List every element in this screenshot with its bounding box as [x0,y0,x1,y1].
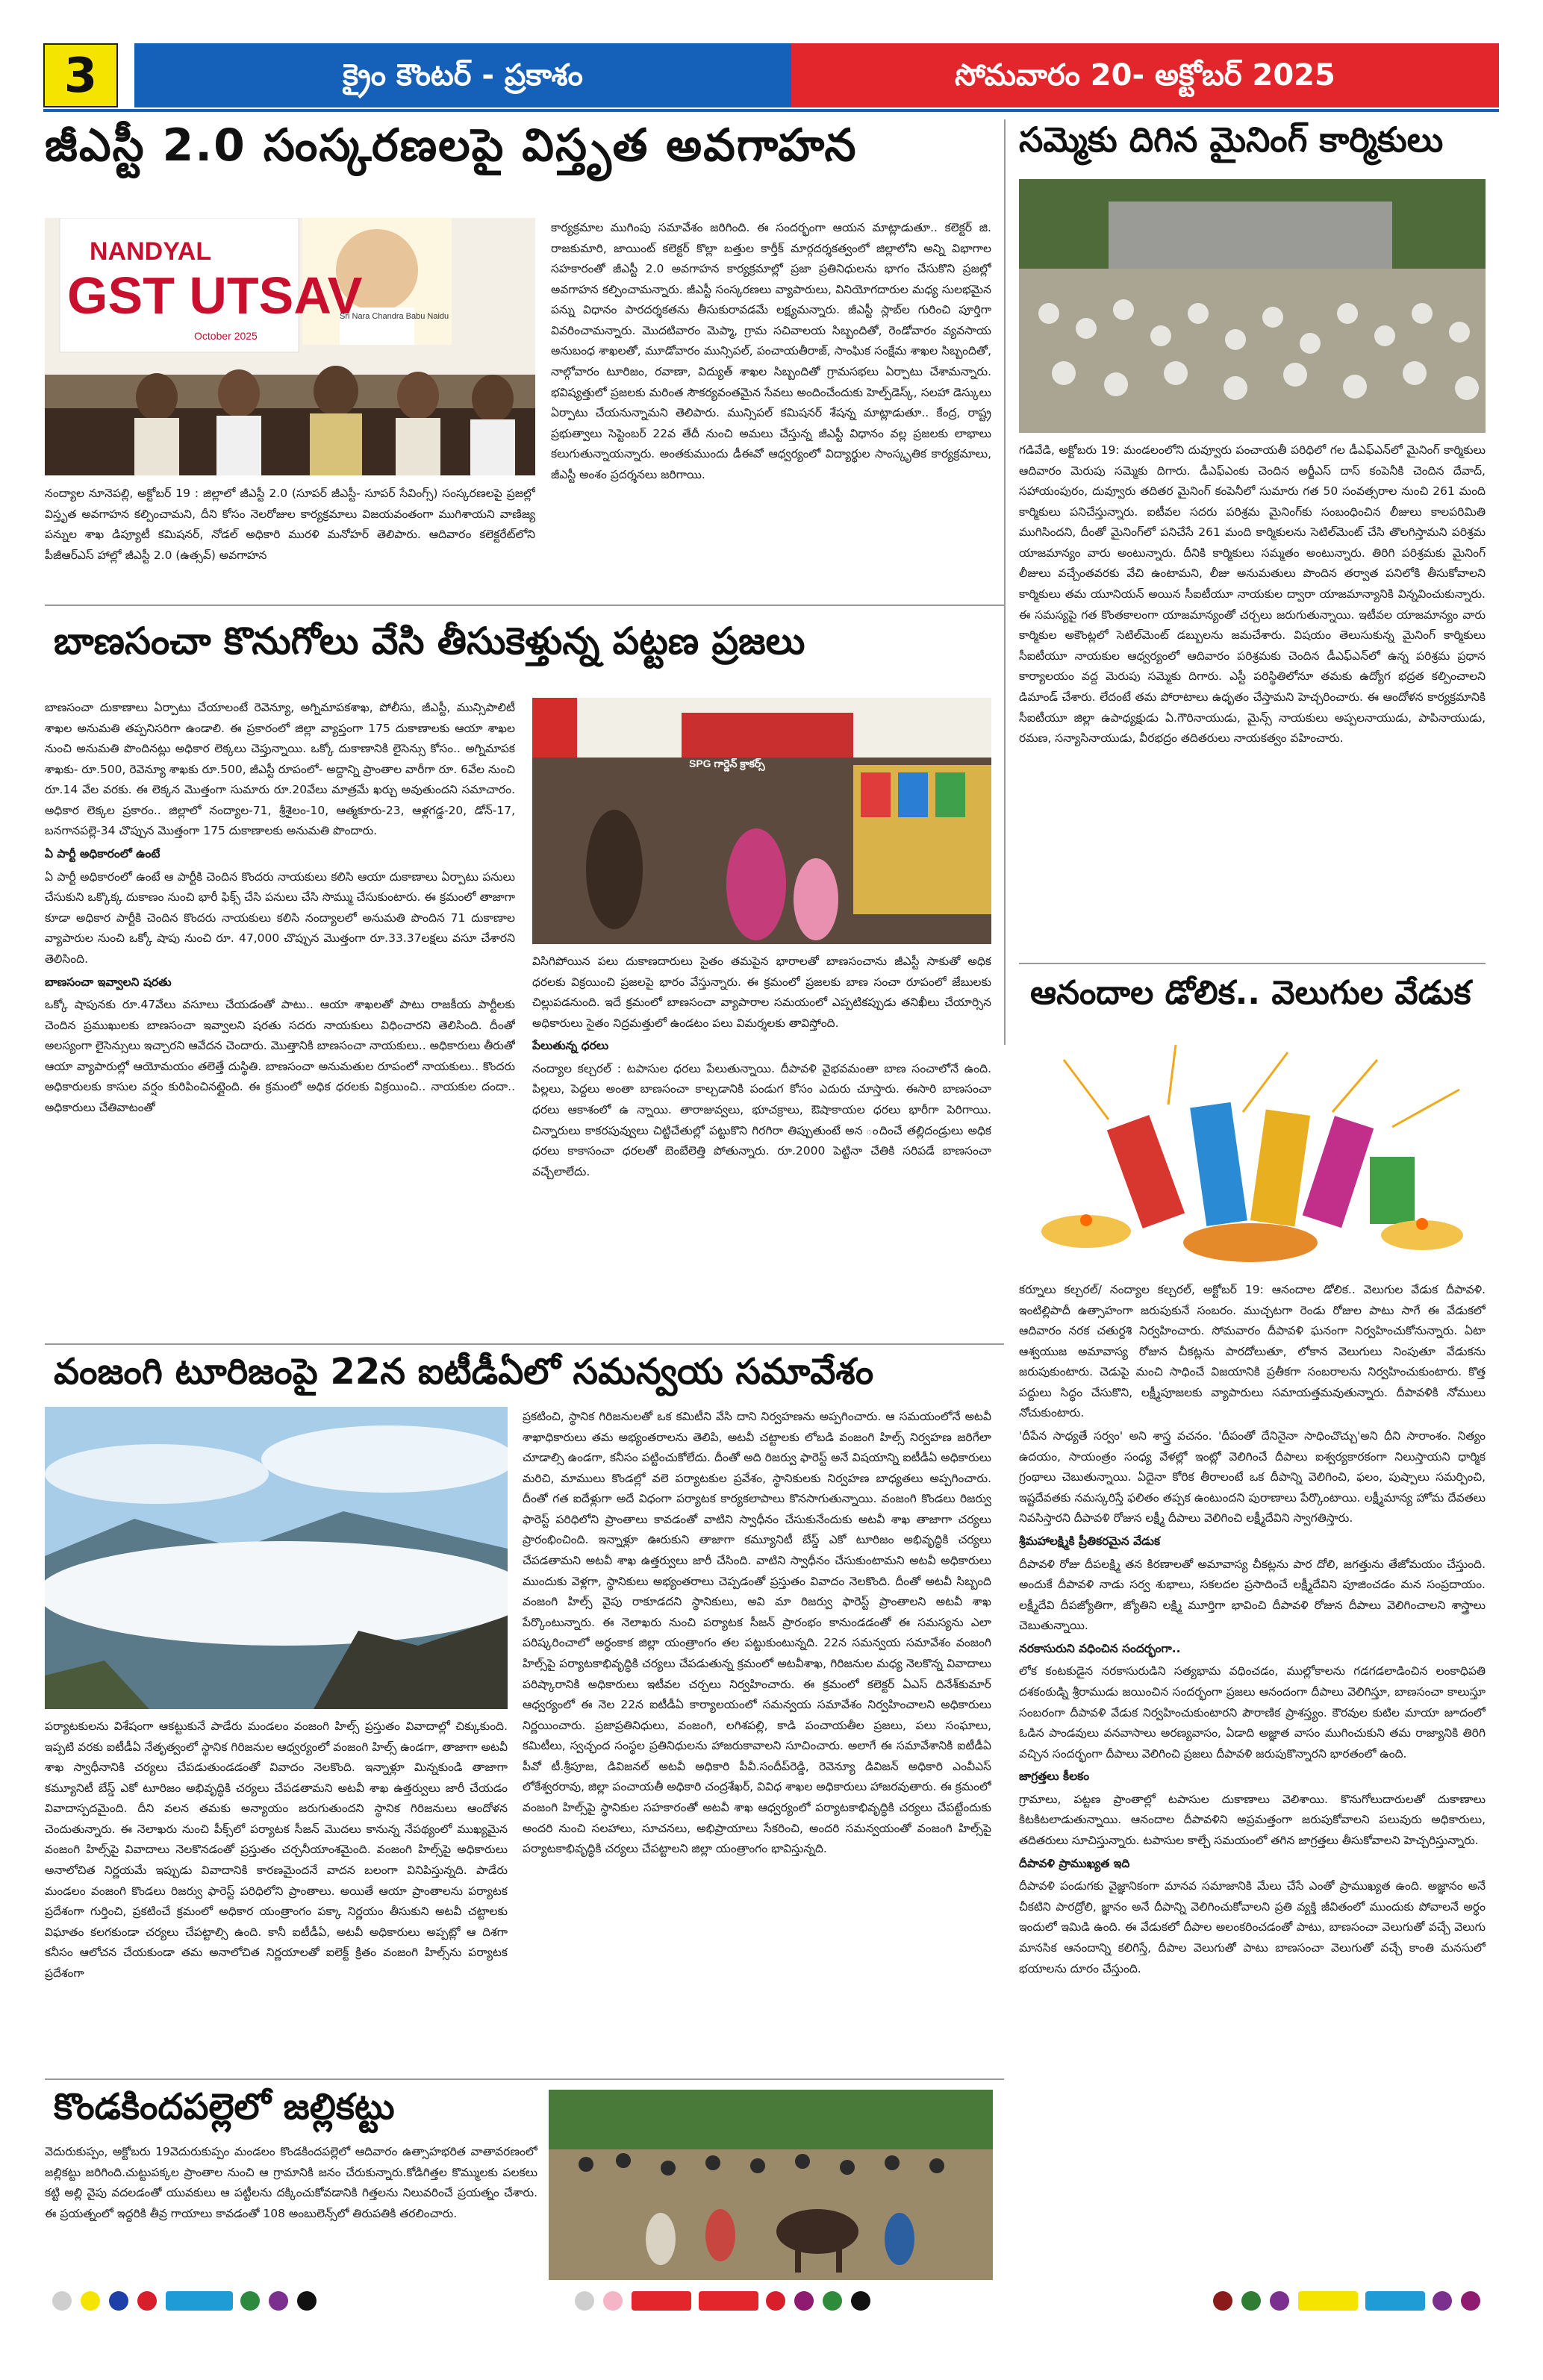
swatch [1461,2291,1480,2311]
shop-sign: SPG గార్డెన్ క్రాకర్స్ [689,758,765,769]
swatch [766,2291,785,2311]
gst-headline: జీఎస్టీ 2.0 సంస్కరణలపై విస్తృత అవగాహన [45,119,858,172]
banner-name: Sri Nara Chandra Babu Naidu [340,312,449,321]
mining-body: గడివేడి, అక్టోబరు 19: మండలంలోని దువ్వూరు పంచాయతీ పరిధిలో గల డీఎఫ్ఎన్‌లో మైనింగ్ కార్మికులు ఆదివారం మెరుపు సమ్మెకు దిగారు. డీఎఫ్ఎంకు చెందిన అర్జీఎస్ దాస్ కంపెనీకి చెందిన దేవాద్, సహాయంపురం, దువ్వూరు తదితర మైనింగ్ కంపెనీలో సుమారు గత 50 సంవత్సరాల నుంచి 261 మంది కార్మికులు పనిచేస్తున్నారు. ఐటీవల సదరు పరిశ్రమ మైనింగ్‌కు సంబంధించిన లీజులు కాలపరిమితి ముగిసిందని, దీంతో మైనింగ్‌లో పనిచేసే 261 మంది కార్మికులను సెటిల్‌మెంట్ చేసి తొలగిస్తామని పరిశ్రమ యాజమాన్యం వారు అంటున్నారు. దీనికి కార్మికులు సమ్మతం అంటున్నారు. తిరిగి పరిశ్రమకు మైనింగ్ లీజులు వచ్చేంతవరకు వేచి ఉంటామని, లీజు అనుమతులు పొందిన తర్వాత పనిలోకి తీసుకోవాలని కార్మికులు తమ యూనియన్ అయిన సీఐటీయూ నాయకుల ద్వారా యాజమాన్యానికి విన్నవించుకున్నారు. ఈ సమస్యపై గత కొంతకాలంగా యాజమాన్యంతో చర్చలు జరుగుతున్నాయి. ఇటీవల యాజమాన్యం వారు కార్మికుల అకౌంట్లలో సెటిల్‌మెంట్ డబ్బులను జమచేశారు. విషయం తెలుసుకున్న మైనింగ్ కార్మికులు సీఐటీయూ నాయకుల ఆధ్వర్యంలో ఆదివారం పరిశ్రమకు చెందిన డీఎఫ్ఎన్‌లో ఉన్న పరిశ్రమ ప్రధాన కార్యాలయం వద్ద మెరుపు సమ్మెకు దిగారు. ఎస్టీ పరిస్థితిలోనూ తమకు ఉద్యోగ భద్రత కల్పించాలని డిమాండ్ చేశారు. లేదంటే తమ పోరాటాలు ఉధృతం చేస్తామని హెచ్చరించారు. ఈ ఆందోళన కార్యక్రమానికి సీఐటీయూ జిల్లా ఉపాధ్యక్షుడు ఏ.గౌరినాయుడు, మైన్స్ నాయకులు అప్పలనాయుడు, పాపినాయుడు, రమణ, సన్యాసినాయుడు, వీరభద్రం తదితరులు నాయకత్వం వహించారు. [1019,443,1486,746]
swatch [603,2291,623,2311]
story-divider [45,1343,1004,1345]
firecracker-photo [532,698,991,944]
swatch [632,2291,691,2311]
mining-headline: సమ్మెకు దిగిన మైనింగ్ కార్మికులు [1019,119,1444,160]
swatch [1270,2291,1289,2311]
swatch [1298,2291,1358,2311]
tourism-headline: వంజంగి టూరిజంపై 22న ఐటీడీఏలో సమన్వయ సమావేశం [54,1351,874,1393]
header-divider [43,109,1499,112]
swatch [575,2291,594,2311]
swatch [794,2291,814,2311]
column-rule [1004,119,1006,1045]
swatch [1433,2291,1452,2311]
mining-photo [1019,179,1486,433]
jallikattu-headline: కొండకిందపల్లెలో జల్లికట్టు [54,2086,395,2128]
story-divider [1019,963,1486,964]
tourism-photo [45,1407,508,1709]
gst-photo [45,218,535,475]
swatch [166,2291,233,2311]
swatch [823,2291,842,2311]
swatch [109,2291,128,2311]
swatch [1213,2291,1232,2311]
banner-date: October 2025 [194,330,258,342]
banner-city: NANDYAL [90,237,212,266]
gst-body-right: కార్యక్రమాల ముగింపు సమావేశం జరిగింది. ఈ సందర్భంగా ఆయన మాట్లాడుతూ.. కలెక్టర్ జి. రాజకుమారి, జాయింట్ కలెక్టర్ కొల్లా బత్తుల కార్తీక్ మార్గదర్శకత్వంలో జిల్లాలోని అన్ని విభాగాల సహకారంతో జీఎస్టీ 2.0 అవగాహన కార్యక్రమాల్లో ప్రజా ప్రతినిధులను భాగం చేసుకొని ప్రజల్లో అవగాహన కల్పించామన్నారు. జీఎస్టీ సంస్కరణలు వ్యాపారులు, వినియోగదారుల మధ్య సులభమైన పన్ను విధానం పారదర్శకతను తీసుకురావడమే లక్ష్యమన్నారు. జీఎస్టీ స్లాబ్‌ల గురించి పూర్తిగా వివరించామన్నారు. మొదటివారం మెప్మా, గ్రామ సచివాలయ సిబ్బందితో, రెండోవారం వ్యవసాయ అనుబంధ శాఖలతో, మూడోవారం మున్సిపల్, పంచాయతీరాజ్, సాంఘిక సంక్షేమ శాఖల సిబ్బందితో, నాల్గోవారం టూరిజం, రవాణా, విద్యుత్ శాఖల సిబ్బందితో గ్రామసభలు ఏర్పాటు చేశామన్నారు. భవిష్యత్తులో ప్రజలకు మరింత సౌకర్యవంతమైన సేవలు అందించేందుకు హెల్ప్‌డెస్క్, సలహా డెస్కులు ఏర్పాటు చేయనున్నామని తెలిపారు. మున్సిపల్ కమిషనర్ శేషన్న మాట్లాడుతూ.. కేంద్ర, రాష్ట్ర ప్రభుత్వాలు సెప్టెంబర్ 22వ తేదీ నుంచి అమలు చేస్తున్న జీఎస్టీ విధానం వల్ల ప్రజలకు లాభాలు కలుగుతున్నాయన్నారు. అంతకుముందు డీఈవో ఆధ్వర్యంలో విద్యార్థుల సాంస్కృతిక కార్యక్రమాలు, జీఎస్టీ అంశం ప్రదర్శనలు జరిగాయి. [551,221,991,481]
firecracker-headline: బాణసంచా కొనుగోలు వేసి తీసుకెళ్తున్న పట్టణ ప్రజలు [54,619,805,663]
story-divider [45,2078,1004,2080]
tourism-body-left: పర్యాటకులను విశేషంగా ఆకట్టుకునే పాడేరు మండలం వంజంగి హిల్స్ ప్రస్తుతం వివాదాల్లో చిక్కుకుంది. ఇప్పటి వరకు ఐటీడీఏ నేతృత్వంలో స్థానిక గిరిజనుల ఆధ్వర్యంలో వంజంగి హిల్స్ ఉండగా, తాజాగా అటవీ శాఖ స్వాధీనానికి చర్యలు చేపడుతుండడంతో వివాదం నెలకొంది. ఇన్నాళ్లూ మిన్నకుండి తాజాగా కమ్యూనిటీ బేస్డ్ ఎకో టూరిజం అభివృద్ధికి చర్యలు చేపడతామని అటవీ శాఖ ఉత్తర్వులు జారీ చేయడం వివాదాస్పదమైంది. దీని వలన తమకు అన్యాయం జరుగుతుందని స్థానిక గిరిజనులు ఆందోళన చెందుతున్నారు. ఈ నెలాఖరు నుంచి పీక్స్‌లో పర్యాటక సీజన్ మొదలు కానున్న నేపథ్యంలో ముఖ్యమైన వంజంగి హిల్స్‌పై వివాదాలు నెలకొనడంతో ప్రస్తుతం చర్చనీయాంశమైంది. వంజంగి హిల్స్‌పై అధికారులు అనాలోచిత నిర్ణయమే ఇప్పుడు వివాదానికి కారణమైందనే వాదన బలంగా వినిపిస్తున్నది. పాడేరు మండలం వంజంగి కొండలు రిజర్వు ఫారెస్ట్ పరిధిలోని ప్రాంతాలు. అయితే ఆయా ప్రాంతాలను పర్యాటక ప్రదేశంగా గుర్తించి, ప్రకటించే క్రమంలో అధికార యంత్రాంగం పక్కా నిర్ణయం తీసుకుని అటవీ చట్టాలకు విఘాతం కలగకుండా చర్యలు చేపట్టాల్సి ఉంది. కానీ ఐటీడీఏ, అటవీ అధికారులు అప్పట్లో ఆ దిశగా కనీసం ఆలోచన చేయకుండా తమ అనాలోచిత నిర్ణయాలతో ఐలెక్ట్ క్రితం వంజంగి హిల్స్‌ను పర్యాటక ప్రదేశంగా [45,1720,508,1980]
jallikattu-photo [549,2090,993,2280]
tourism-body-right: ప్రకటించి, స్థానిక గిరిజనులతో ఒక కమిటీని వేసి దాని నిర్వహణను అప్పగించారు. ఆ సమయంలోనే అటవీ శాఖాధికారులు తమ అభ్యంతరాలను తెలిపి, అటవీ చట్టాలకు లోబడి వంజంగి హిల్స్ నిర్వహణ జరిగేలా చూడాల్సి ఉండగా, కనీసం పట్టించుకోలేదు. దీంతో అది రిజర్వు ఫారెస్ట్ అనే విషయాన్ని ఐటీడీఏ అధికారులు మరిచి, మాములు కొండల్లో వలె పర్యాటకుల ప్రవేశం, స్థానికులకు నిర్వహణ బాధ్యతలు అప్పగించారు. దీంతో గత ఐదేళ్లుగా అదే విధంగా పర్యాటక కార్యకలాపాలు కొనసాగుతున్నాయి. వంజంగి కొండలు రిజర్వు ఫారెస్ట్ పరిధిలోని ప్రాంతాలు కావడంతో వాటిని స్వాధీనం చేసుకునేందుకు అటవీ శాఖ తాజాగా చర్యలు ప్రారంభించింది. ఇన్నాళ్లూ ఊరుకుని తాజాగా కమ్యూనిటీ బేస్డ్ ఎకో టూరిజం అభివృద్ధికి చర్యలు చేపడతామని అటవీ శాఖ ఉత్తర్వులు జారీ చేసింది. వాటిని స్వాధీనం చేసుకుంటామని అటవీ అధికారులు ముందుకు వెళ్లగా, స్థానికులు అభ్యంతరాలు చెప్పడంతో ప్రస్తుతం వివాదం నెలకొంది. దీంతో అటవీ సిబ్బంది వంజంగి హిల్స్ వైపు రాకూడదని స్థానికులు, అవి మా రిజర్వు ఫారెస్ట్ ప్రాంతాలని అటవీ శాఖ పేర్కొంటున్నారు. ఈ నెలాఖరు నుంచి పర్యాటక సీజన్ ప్రారంభం కానుండడంతో ఈ సమస్యను ఎలా పరిష్కరించాలో అర్థంకాక జిల్లా యంత్రాంగం తల పట్టుకుంటున్నది. 22న సమన్వయ సమావేశం వంజంగి హిల్స్‌పై పర్యాటకాభివృద్ధికి చర్యలు చేపడుతున్న క్రమంలో అటవీశాఖ, గిరిజనుల మధ్య నెలకొన్న వివాదాలు పరిష్కారానికి అధికారులు ఇటీవల చర్చలు నిర్వహించారు. ఈ క్రమంలో కలెక్టర్ ఏఎస్ దినేశ్‌కుమార్ ఆధ్వర్యంలో ఈ నెల 22న ఐటీడీఏ కార్యాలయంలో సమన్వయ సమావేశం నిర్వహించాలని అధికారులు నిర్ణయించారు. ప్రజాప్రతినిధులు, వంజంగి, లగిశపల్లి, కాడి పంచాయతీల ప్రజలు, పలు సంఘాలు, కమిటీలు, స్వచ్ఛంద సంస్థల ప్రతినిధులను హాజరుకావాలని సూచించారు. అలాగే ఈ సమావేశానికి ఐటీడీఏ పీవో టీ.శ్రీపూజ, డివిజనల్ అటవీ అధికారి పీవీ.సందీప్‌రెడ్డి, రెవెన్యూ డివిజన్ అధికారి ఎంవీఎస్ లోకేశ్వరరావు, జిల్లా పంచాయతీ అధికారి చంద్రశేఖర్, వివిధ శాఖల అధికారులు హాజరవుతారు. ఈ క్రమంలో వంజంగి హిల్స్‌పై స్థానికుల సహకారంతో అటవీ శాఖ ఆధ్వర్యంలో పర్యాటకాభివృద్ధికి చర్యలు చేపట్టేందుకు అందరి నుంచి సలహాలు, సూచనలు, అభిప్రాయాలు సేకరించి, అందరి సమన్వయంతో వంజంగి హిల్స్‌పై పర్యాటకాభివృద్ధికి చర్యలు చేపట్టాలని జిల్లా యంత్రాంగం భావిస్తున్నది. [523,1410,991,1856]
swatch [137,2291,157,2311]
diwali-photo [1019,1030,1486,1269]
swatch [297,2291,317,2311]
swatch [81,2291,100,2311]
gst-body-left: నంద్యాల నూనెపల్లి, అక్టోబర్ 19 : జిల్లాలో జీఎస్టీ 2.0 (సూపర్ జీఎస్టీ- సూపర్ సేవింగ్స్) సంస్కరణలపై ప్రజల్లో విస్తృత అవగాహన కల్పించామని, దీని కోసం నెలరోజుల కార్యక్రమాలు విజయవంతంగా ముగిశాయని వాణిజ్య పన్నుల శాఖ డిప్యూటీ కమిషనర్, నోడల్ అధికారి మురళి మనోహర్ తెలిపారు. ఆదివారం కలెక్టరేట్‌లోని పీజీఆర్ఎస్ హాల్లో జీఎస్టీ 2.0 (ఉత్సవ్) అవగాహన [45,487,535,562]
banner-title: GST UTSAV [67,266,363,325]
firecracker-body-right: విసిగిపోయిన పలు దుకాణదారులు సైతం తమపైన భారాలతో బాణసంచాను జీఎస్టీ సాకుతో అధిక ధరలకు విక్రయించి ప్రజలపై భారం వేస్తున్నారు. ఈ క్రమంలో ప్రజలకు బాణ సంచా రూపంలో జేబులకు చిల్లుపడనుంది. ఇదే క్రమంలో బాణసంచా వ్యాపారాల సమయంలో ఎప్పటికప్పుడు తనిఖీలు చేయార్సిన అధికారులు సైతం నిద్రమత్తులో ఉండటం పలు విమర్శలకు తావిస్తోంది. పేలుతున్న ధరలు నంద్యాల కల్చరల్ : టపాసుల ధరలు పేలుతున్నాయి. దీపావళి వైభవమంతా బాణ సంచాలోనే ఉంది. పిల్లలు, పెద్దలు అంతా బాణసంచా కాల్చడానికి పండుగ కోసం ఎదురు చూస్తారు. ఈసారి బాణసంచా ధరలు ఆకాశంలో ఉ న్నాయి. తారాజువ్వలు, భూచక్రాలు, ఔషాకాయల ధరలు భారీగా పెరిగాయి. చిన్నారులు కాకరపువ్వులు చిట్టిచేతుల్లో పట్టుకొని గిరగిరా తిప్పుతుంటే అన ందించే తల్లిదండ్రులు అధిక ధరలు కాకాసంచా ధరలతో బెంబేలెత్తి పోతున్నారు. రూ.2000 పెట్టినా చేతికి సరిపడే బాణసంచా వచ్చేలాలేదు. [532,955,991,1178]
swatch [851,2291,870,2311]
story-divider [45,605,1004,606]
swatch [52,2291,72,2311]
swatch [699,2291,758,2311]
diwali-body: కర్నూలు కల్చరల్/ నంద్యాల కల్చరల్, అక్టోబర్ 19: ఆనందాల డోలిక.. వెలుగుల వేడుక దీపావళి. ఇంటిల్లిపాదీ ఉత్సాహంగా జరుపుకునే సంబరం. ముచ్చటగా రెండు రోజుల పాటు సాగే ఈ వేడుకలో ఆదివారం నరక చతుర్దశి నిర్వహించారు. సోమవారం దీపావళి ఘనంగా నిర్వహించుకోనున్నారు. ఏటా ఆశ్వయుజ అమావాస్య రోజున చీకట్లను పారదోలుతూ, లోకాన వెలుగులు నింపుతూ వేడుకను జరుపుకుంటారు. చెడుపై మంచి సాధించే విజయానికి ప్రతీకగా సంబరాలను నిర్వహించుకుంటారు. కొత్త పద్దులు సిద్ధం చేసుకొని, లక్ష్మీపూజలకు వ్యాపారులు సమాయత్తమవుతున్నారు. దీపావళికి నోములు నోచుకుంటారు. 'దీపేన సాధ్యతే సర్వం' అని శాస్త్ర వచనం. 'దీపంతో దేనినైనా సాధించొచ్చు'అని దీని సారాంశం. నిత్యం ఉదయం, సాయంత్రం సంధ్య వేళల్లో ఇంట్లో వెలిగించే దీపాలు ఐశ్వర్యకారకంగా నిలుస్తాయని ధార్మిక గ్రంథాలు చెబుతున్నాయి. ఏదైనా కోరిక తీరాలంటే ఒక దీపాన్ని వెలిగించి, ఫలం, పుష్పాలు సమర్పించి, ఇష్టదేవతకు నమస్కరిస్తే ఫలితం తప్పక ఉంటుందని పురాణాలు పేర్కొంటాయి. లక్ష్మీమాన్య హోమ దేవతలు నివసిస్తారని దీపావళి రోజున లక్ష్మీ దీపాలు వెలిగించి లక్ష్మీదేవిని స్వాగతిస్తారు. శ్రీమహాలక్ష్మికి ప్రీతికరమైన వేడుక దీపావళి రోజు దీపలక్ష్మి తన కిరణాలతో అమావాస్య చీకట్లను పార దోలి, జగత్తును తేజోమయం చేస్తుంది. అందుకే దీపావళి నాడు సర్వ శుభాలు, సకలదల ప్రసాదించే లక్ష్మీదేవిని పూజించడం మన సంప్రదాయం. లక్ష్మీదేవి దీపజ్యోతిగా, జ్యోతిని లక్ష్మి మూర్తిగా భావించి దీపావళి రోజున దీపాలు వెలిగించాలని శాస్త్రాలు చెబుతున్నాయి. నరకాసురుని వధించిన సందర్భంగా.. లోక కంటకుడైన నరకాసురుడిని సత్యభామ వధించడం, ముల్లోకాలను గడగడలాడించిన లంకాధిపతి దశకంఠుడ్ని శ్రీరాముడు జయించిన సందర్భంగా ప్రజలు ఆనందంగా దీపాలు వెలిగిస్తూ, బాణసంచా కాలుస్తూ సంబరంగా దీపావళి వేడుక నిర్వహించుకుంటారని పౌరాణిక ప్రాశస్త్యం. కౌరవుల కుటిల మాయా జూదంలో ఓడిన పాండవులు వనవాసాలు అరణ్యవాసం, ఏడాది అజ్ఞాత వాసం ముగించుకుని తమ రాజ్యానికి తిరిగి వచ్చిన సందర్భంగా దీపాలు వెలిగించి ప్రజలు దీపావళి జరుపుకొన్నారని భారతంలో ఉంది. జాగ్రత్తలు కీలకం గ్రామాలు, పట్టణ ప్రాంతాల్లో టపాసుల దుకాణాలు వెలిశాయి. కొనుగోలుదారులతో దుకాణాలు కిటకిటలాడుతున్నాయి. ఆనందాల దీపావళిని అప్రమత్తంగా జరుపుకోవాలని పలువురు అధికారులు, తదితరులు సూచిస్తున్నారు. టపాసుల కాల్చే సమయంలో తగిన జాగ్రత్తలు తీసుకోవాలని హెచ్చరిస్తున్నారు. దీపావళి ప్రాముఖ్యత ఇది దీపావళి పండుగకు వైజ్ఞానికంగా మానవ సమాజానికి మేలు చేసే ఎంతో ప్రాముఖ్యత ఉంది. అజ్ఞానం అనే చీకటిని పారద్రోలి, జ్ఞానం అనే దీపాన్ని వెలిగించుకోవాలని ప్రతి వ్యక్తి జీవితంలో ముందుకు పోవాలనే అర్థం ఇందులో ఇమిడి ఉంది. ఈ వేడుకలో దీపాల అలంకరించడంతో పాటు, బాణసంచా వెలుగుతో వచ్చే వెలుగు మానసిక ఆనందాన్ని కలిగిస్తే, దీపాల వెలుగుతో పాటు బాణసంచా వెలుగుతో వచ్చే కాంతి మనసులో భయాలను దూరం చేస్తుంది. [1019,1283,1486,1975]
swatch [240,2291,260,2311]
page-number: 3 [43,43,118,107]
swatch [1241,2291,1261,2311]
firecracker-body-left: బాణసంచా దుకాణాలు ఏర్పాటు చేయాలంటే రెవెన్యూ, అగ్నిమాపకశాఖ, పోలీసు, జీఎస్టీ, మున్సిపాలిటీ శాఖల అనుమతి తప్పనిసరిగా ఉండాలి. ఈ ప్రకారంలో జిల్లా వ్యాప్తంగా 175 దుకాణాలకు ఆయా శాఖల నుంచి అనుమతి పొందినట్లు అధికార లెక్కలు చెప్తున్నాయి. ఒక్కో దుకాణానికి లైసెన్సు కోసం.. అగ్నిమాపక శాఖకు- రూ.500, రెవెన్యూ శాఖకు రూ.500, జీఎస్టీ రూపంలో- అద్దాన్ని ప్రాంతాల వారీగా రూ. 6వేల నుంచి రూ.14 వేల వరకు. ఈ లెక్కన మొత్తంగా సుమారు రూ.20వేలు మాత్రమే ఖర్చు అవుతుందని సమాచారం. అధికార లెక్కల ప్రకారం.. జిల్లాలో నంద్యాల-71, శ్రీశైలం-10, ఆత్మకూరు-23, ఆళ్లగడ్డ-20, డోన్-17, బనగానపల్లె-34 చొప్పున మొత్తంగా 175 దుకాణాలకు అనుమతి పొందారు. ఏ పార్టీ అధికారంలో ఉంటే ఏ పార్టీ అధికారంలో ఉంటే ఆ పార్టీకి చెందిన కొందరు నాయకులు కలిసి ఆయా దుకాణాలు ఏర్పాటు పనులు చేసుకుని ఒక్కొక్క దుకాణం నుంచి భారీ ఫిక్స్ చేసి పనులు చేసి సొమ్ము చేసుకుంటారు. ఈ క్రమంలో తాజాగా కూడా అధికార పార్టీకి చెందిన కొందరు నాయకులు కలిసి నంద్యాలలో అనుమతి పొందిన 71 దుకాణాల వ్యాపారుల నుంచి ఒక్కో షాపు నుంచి రూ. 47,000 చొప్పున మొత్తంగా రూ.33.37లక్షలు వసూ చేశారని తెలిసింది. బాణసంచా ఇవ్వాలని షరతు ఒక్కో షాపునకు రూ.47వేలు వసూలు చేయడంతో పాటు.. ఆయా శాఖలతో పాటు రాజకీయ పార్టీలకు చెందిన ప్రముఖులకు బాణసంచా ఇవ్వాలని షరతు సదరు నాయకులు విధించారని తెలిసింది. దీంతో అలస్యంగా లైసెన్సులు ఇచ్చారని ఆవేదన చెందారు. మొత్తానికి బాణసంచా నాయకులు.. అధికారులు తీరుతో ఆయా వ్యాపారుల్లో ఆయోమయం తలెత్తే దుస్థితి. బాణసంచా అనుమతుల రూపంలో నాయకులు.. కొందరు అధికారులకు కాసుల వర్షం కురిపించినట్లైంది. ఈ క్రమంలో అధిక ధరలకు విక్రయించి.. నాయకుల దందా.. అధికారులు చేతివాటంతో [45,701,515,1114]
section-title: క్రైం కౌంటర్ - ప్రకాశం [134,43,791,107]
swatch [1365,2291,1425,2311]
issue-date: సోమవారం 20- అక్టోబర్ 2025 [791,43,1499,107]
jallikattu-body: వెదురుకుప్పం, అక్టోబరు 19వెదురుకుప్పం మండలం కొండకిందపల్లెలో ఆదివారం ఉత్సాహభరిత వాతావరణంలో జల్లికట్టు జరిగింది.చుట్టుపక్కల ప్రాంతాల నుంచి ఆ గ్రామానికి జనం చేరుకున్నారు.కోడిగిత్తల కొమ్ములకు పలకలు కట్టి అల్లి వైపు వదలడంతో యువకులు ఆ పట్టీలను దక్కించుకోవడానికి గిత్తలను నిలువరించే ప్రయత్నం చేశారు. ఈ ప్రయత్నంలో ఇద్దరికి తీవ్ర గాయాలు కావడంతో 108 అంబులెన్స్‌లో తిరుపతికి తరలించారు. [45,2145,537,2220]
swatch [269,2291,288,2311]
diwali-headline: ఆనందాల డోలిక.. వెలుగుల వేడుక [1030,974,1471,1012]
